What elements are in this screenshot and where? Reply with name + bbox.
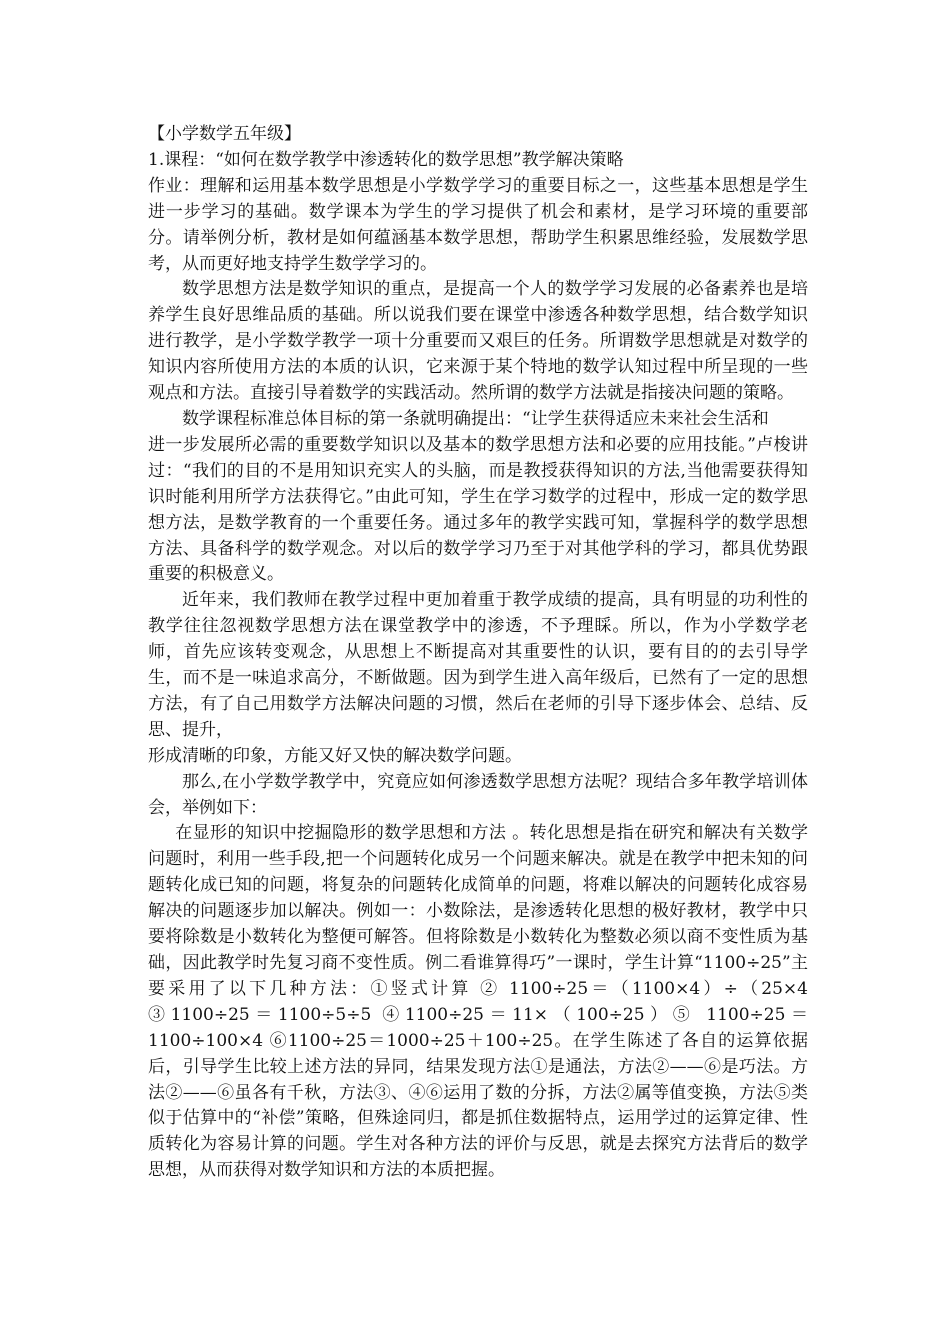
paragraph-4: 那么,在小学数学教学中，究竟应如何渗透数学思想方法呢？现结合多年教学培训体会，举例如下： xyxy=(148,771,808,818)
document-page xyxy=(148,122,808,1184)
assignment-paragraph: 作业：理解和运用基本数学思想是小学数学学习的重要目标之一，这些基本思想是学生进一步学习的基础。数学课本为学生的学习提供了机会和素材，是学习环境的重要部分。请举例分析，教材是如何蕴涵基本数学思想，帮助学生积累思维经验，发展数学思考，从而更好地支持学生数学学习的。 xyxy=(148,175,808,274)
paragraph-3-continuation: 形成清晰的印象，方能又好又快的解决数学问题。 xyxy=(148,745,522,766)
paragraph-3: 近年来，我们教师在教学过程中更加着重于教学成绩的提高，具有明显的功利性的教学往往忽视数学思想方法在课堂教学中的渗透，不予理睬。所以，作为小学数学老师，首先应该转变观念，从思想上不断提高对其重要性的认识，要有目的的去引导学生，而不是一味追求高分，不断做题。因为到学生进入高年级后，已然有了一定的思想方法，有了自己用数学方法解决问题的习惯，然后在老师的引导下逐步体会、总结、反思、提升， xyxy=(148,590,808,740)
paragraph-1: 数学思想方法是数学知识的重点，是提高一个人的数学学习发展的必备素养也是培养学生良好思维品质的基础。所以说我们要在课堂中渗透各种数学思想，结合数学知识进行教学，是小学数学教学一项十分重要而又艰巨的任务。所谓数学思想就是对数学的知识内容所使用方法的本质的认识，它来源于某个特地的数学认知过程中所呈现的一些观点和方法。直接引导着数学的实践活动。然所谓的数学方法就是指接决问题的策略。 xyxy=(148,279,808,404)
course-title: 1.课程：“如何在数学教学中渗透转化的数学思想”教学解决策略 xyxy=(148,149,624,170)
document-header: 【小学数学五年级】 xyxy=(148,124,301,144)
paragraph-5: 在显形的知识中挖掘隐形的数学思想和方法 。转化思想是指在研究和解决有关数学问题时，利用一些手段,把一个问题转化成另一个问题来解决。就是在教学中把未知的问题转化成已知的问题，将复杂的问题转化成简单的问题，将难以解决的问题转化成容易解决的问题逐步加以解决。例如一：小数除法，是渗透转化思想的极好教材，教学中只要将除数是小数转化为整便可解答。但将除数是小数转化为整数必须以商不变性质为基础，因此教学时先复习商不变性质。例二看谁算得巧”一课时，学生计算“1100÷25”主要采用了以下几种方法：①竖式计算 ② 1100÷25＝（1100×4）÷（25×4 ③1100÷25＝1100÷5÷5 ④1100÷25＝11×（100÷25）⑤ 1100÷25＝1100÷100×4 ⑥1100÷25＝1000÷25＋100÷25。在学生陈述了各自的运算依据后，引导学生比较上述方法的异同，结果发现方法①是通法，方法②——⑥是巧法。方法②——⑥虽各有千秋，方法③、④⑥运用了数的分拆，方法②属等值变换，方法⑤类似于估算中的“补偿”策略，但殊途同归，都是抓住数据特点，运用学过的运算定律、性质转化为容易计算的问题。学生对各种方法的评价与反思，就是去探究方法背后的数学思想，从而获得对数学知识和方法的本质把握。 xyxy=(148,823,808,1181)
paragraph-2-first-line: 数学课程标准总体目标的第一条就明确提出：“让学生获得适应未来社会生活和 xyxy=(182,408,769,429)
paragraph-2-continuation: 进一步发展所必需的重要数学知识以及基本的数学思想方法和必要的应用技能。”卢梭讲过：“我们的目的不是用知识充实人的头脑，而是教授获得知识的方法,当他需要获得知识时能利用所学方法获得它。”由此可知，学生在学习数学的过程中，形成一定的数学思想方法，是数学教育的一个重要任务。通过多年的教学实践可知，掌握科学的数学思想方法、具备科学的数学观念。对以后的数学学习乃至于对其他学科的学习，都具优势跟重要的积极意义。 xyxy=(148,434,808,585)
